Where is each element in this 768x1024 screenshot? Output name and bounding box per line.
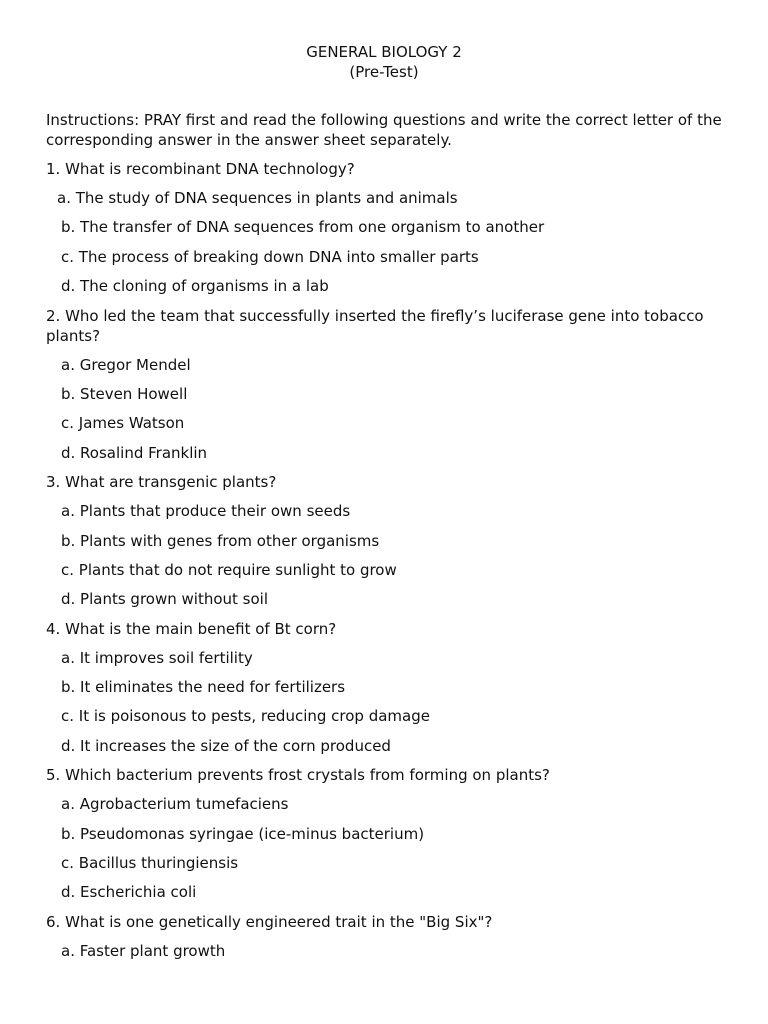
- question-4: [46, 619, 726, 756]
- document-header: [0, 42, 768, 82]
- question-text: 3. What are transgenic plants?: [46, 473, 277, 492]
- answer-option: a. Gregor Mendel: [61, 355, 191, 374]
- question-text: 6. What is one genetically engineered trait in the "Big Six"?: [46, 912, 493, 931]
- answer-option: c. It is poisonous to pests, reducing crop damage: [61, 707, 430, 726]
- answer-option: a. It improves soil fertility: [61, 648, 253, 667]
- question-1: [46, 159, 726, 296]
- answer-option: d. Escherichia coli: [61, 883, 197, 902]
- answer-option: b. Pseudomonas syringae (ice-minus bacterium): [61, 824, 425, 843]
- question-text: 5. Which bacterium prevents frost crystals from forming on plants?: [46, 766, 550, 785]
- answer-option: c. Bacillus thuringiensis: [61, 854, 239, 873]
- question-text: 2. Who led the team that successfully inserted the firefly’s luciferase gene into tobacco plants?: [46, 306, 704, 345]
- answer-option: d. Plants grown without soil: [61, 590, 268, 609]
- answer-option: c. James Watson: [61, 414, 185, 433]
- answer-option: d. Rosalind Franklin: [61, 443, 208, 462]
- question-6: [46, 912, 726, 961]
- answer-option: a. Plants that produce their own seeds: [61, 502, 351, 521]
- document-title: GENERAL BIOLOGY 2: [306, 43, 462, 61]
- answer-option: a. Faster plant growth: [61, 941, 226, 960]
- answer-option: a. Agrobacterium tumefaciens: [61, 795, 289, 814]
- answer-option: b. It eliminates the need for fertilizers: [61, 678, 346, 697]
- instructions-text: Instructions: PRAY first and read the following questions and write the correct letter of the corresponding answer in the answer sheet separately.: [46, 111, 722, 149]
- question-3: [46, 472, 726, 609]
- question-text: 4. What is the main benefit of Bt corn?: [46, 619, 337, 638]
- answer-option: c. Plants that do not require sunlight to grow: [61, 560, 397, 579]
- answer-option: a. The study of DNA sequences in plants and animals: [57, 189, 458, 207]
- answer-option: b. The transfer of DNA sequences from one organism to another: [61, 218, 545, 237]
- answer-option: b. Plants with genes from other organisms: [61, 531, 380, 550]
- question-5: [46, 765, 726, 902]
- question-list: [46, 159, 726, 970]
- document-subtitle: (Pre-Test): [349, 63, 419, 81]
- question-2: [46, 306, 726, 463]
- answer-option: b. Steven Howell: [61, 384, 188, 403]
- answer-option: c. The process of breaking down DNA into smaller parts: [61, 247, 479, 266]
- answer-option: d. It increases the size of the corn produced: [61, 736, 391, 755]
- answer-option: d. The cloning of organisms in a lab: [61, 277, 329, 296]
- question-text: 1. What is recombinant DNA technology?: [46, 160, 355, 178]
